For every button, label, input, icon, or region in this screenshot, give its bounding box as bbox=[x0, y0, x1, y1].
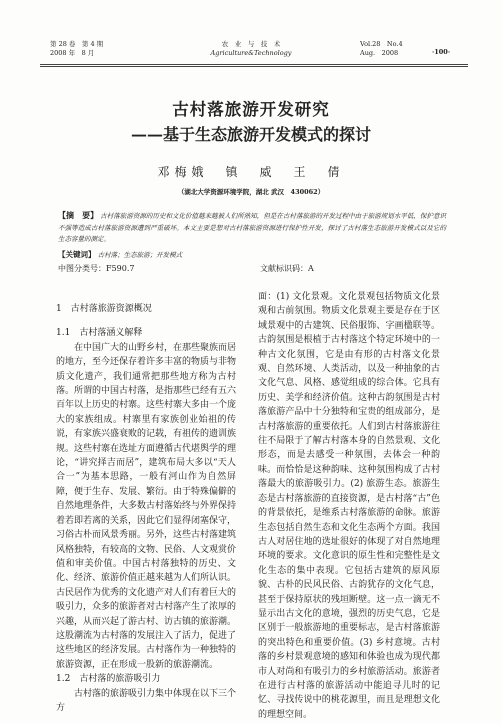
section-heading-1-2: 1.2 古村落的旅游吸引力 bbox=[56, 674, 161, 685]
volume-en-text: Vol.28 No.4 bbox=[360, 40, 403, 48]
date-text: 2008 年 8 月 bbox=[50, 48, 95, 57]
document-code: 文献标识码：A bbox=[260, 264, 314, 273]
header-rule-bottom bbox=[40, 66, 468, 67]
classification-number: 中图分类号：F590.7 bbox=[58, 264, 135, 273]
body-paragraph: 面：(1) 文化景观。文化景观包括物质文化景观和古前氛围。物质文化景观主要是存在于区域景观中的古建筑、民俗服饰、字画楹联等。古韵氛围是根植于古村落这个特定环境中的一种古文化氛围，它是由有形的古村落文化景观、自然环境、人类活动，以及一种抽象的古文化气息、风格、感觉组成的综合体。它具有历史、美学和经济价值。这种古韵氛围是古村落旅游产品中十分独特和宝贵的组成部分，是古村落旅游的重要依托。人们到古村落旅游往往不局限于了解古村落本身的自然景观、文化形态，而是去感受一种氛围，去体会一种韵味。而恰恰是这种韵味、这种氛围构成了古村落最大的旅游吸引力。(2) 旅游生态。旅游生态是古村落旅游的直接资源，是古村落“古”色的背景依托，是维系古村落旅游的命脉。旅游生态包括自然生态和文化生态两个方面。我国古人对居住地的选址很好的体现了对自然地理环境的要求。文化意识的原生性和完整性是文化生态的集中表现。它包括古建筑的原风原貌、古朴的民风民俗、古韵犹存的文化气息，甚至于保持原状的残垣断壁。这一点一滴无不显示出古文化的意境，强烈的历史气息，它是区别于一般旅游地的重要标志，是古村落旅游的突出特色和重要价值。(3) 乡村意境。古村落的乡村景观意境的感知和体验也成为现代都市人对尚和有吸引力的乡村旅游活动。旅游者在进行古村落的旅游活动中能追寻儿时的记忆、寻找传说中的桃花源里，而且是理想文化的理想空间。 bbox=[258, 292, 440, 720]
header-rule-top bbox=[40, 64, 468, 65]
paper-title: 古村落旅游开发研究 bbox=[172, 100, 330, 119]
section-heading-1-1: 1.1 古村落涵义解释 bbox=[56, 328, 143, 339]
body-paragraph: 古村落的旅游吸引力集中体现在以下三个方 bbox=[56, 688, 237, 713]
journal-volume-en bbox=[360, 40, 403, 57]
author-list: 邓梅娥 镇 威 王 倩 bbox=[157, 165, 345, 179]
keywords bbox=[58, 249, 182, 260]
abstract-text: 古村落旅游资源的历史和文化价值越来越被人们所熟知，但是在古村落旅游的开发过程中由于旅游规划水平低，保护意识不强等造成古村落旅游资源遭到严重破坏。本文主要是想对古村落旅游资源进行保护性开发，探讨了古村落生态旅游开发模式以及它的生态容量的测定。 bbox=[58, 212, 446, 243]
body-paragraph: 在中国广大的山野乡村，在那些聚族而居的地方，至今还保存着许多丰富的物质与非物质文化遗产，我们通常把那些地方称为古村落。所谓的中国古村落，是指那些已经有五六百年以上历史的村寨。这些村寨大多由一个庞大的家族组成。村寨里有家族创业始祖的传说，有家族兴盛衰败的记载，有祖传的遗训族规。这些村寨在选址方面遵循古代堪舆学的理论，“讲究择吉而居”，建筑布局大多以“天人合一”为基本思路，一般有河山作为自然屏障，便于生存、发展、繁衍。由于特殊偏僻的自然地理条件，大多数古村落始终与外界保持着若即若离的关系，因此它们显得闭塞保守，习俗古朴而风景秀丽。另外，这些古村落建筑风格独特，有较高的文物、民俗、人文观赏价值和审美价值。中国古村落独特的历史、文化、经济、旅游价值正越来越为人们所认识。古民居作为优秀的文化遗产对人们有着巨大的吸引力，众多的旅游者对古村落产生了浓厚的兴趣，从而兴起了游古村、访古镇的旅游潮。这股潮流为古村落的发展注入了活力，促进了这些地区的经济发展。古村落作为一种独特的旅游资源，正在形成一股新的旅游潮流。 bbox=[56, 342, 237, 670]
keywords-label: 【关键词】 bbox=[58, 250, 96, 259]
affiliation: （湖北大学资源环境学院，湖北 武汉 430062） bbox=[177, 188, 325, 196]
journal-name-en: Agriculture&Technology bbox=[210, 48, 292, 57]
journal-name bbox=[0, 40, 502, 57]
left-column bbox=[56, 286, 236, 715]
abstract-label: 【摘 要】 bbox=[58, 210, 99, 220]
section-heading-1: 1 古村落旅游资源概况 bbox=[56, 304, 152, 314]
paper-subtitle: ——基于生态旅游开发模式的探讨 bbox=[130, 125, 371, 144]
right-column bbox=[258, 290, 440, 722]
running-header bbox=[0, 40, 502, 66]
date-en-text: Aug. 2008 bbox=[360, 48, 399, 57]
volume-issue-text: 第 28 卷 第 4 期 bbox=[50, 40, 104, 48]
page-number: ·100· bbox=[432, 48, 451, 56]
keywords-text: 古村落；生态旅游；开发模式 bbox=[97, 251, 183, 259]
journal-name-cn: 农 业 与 技 术 bbox=[221, 40, 281, 48]
abstract bbox=[58, 210, 446, 246]
